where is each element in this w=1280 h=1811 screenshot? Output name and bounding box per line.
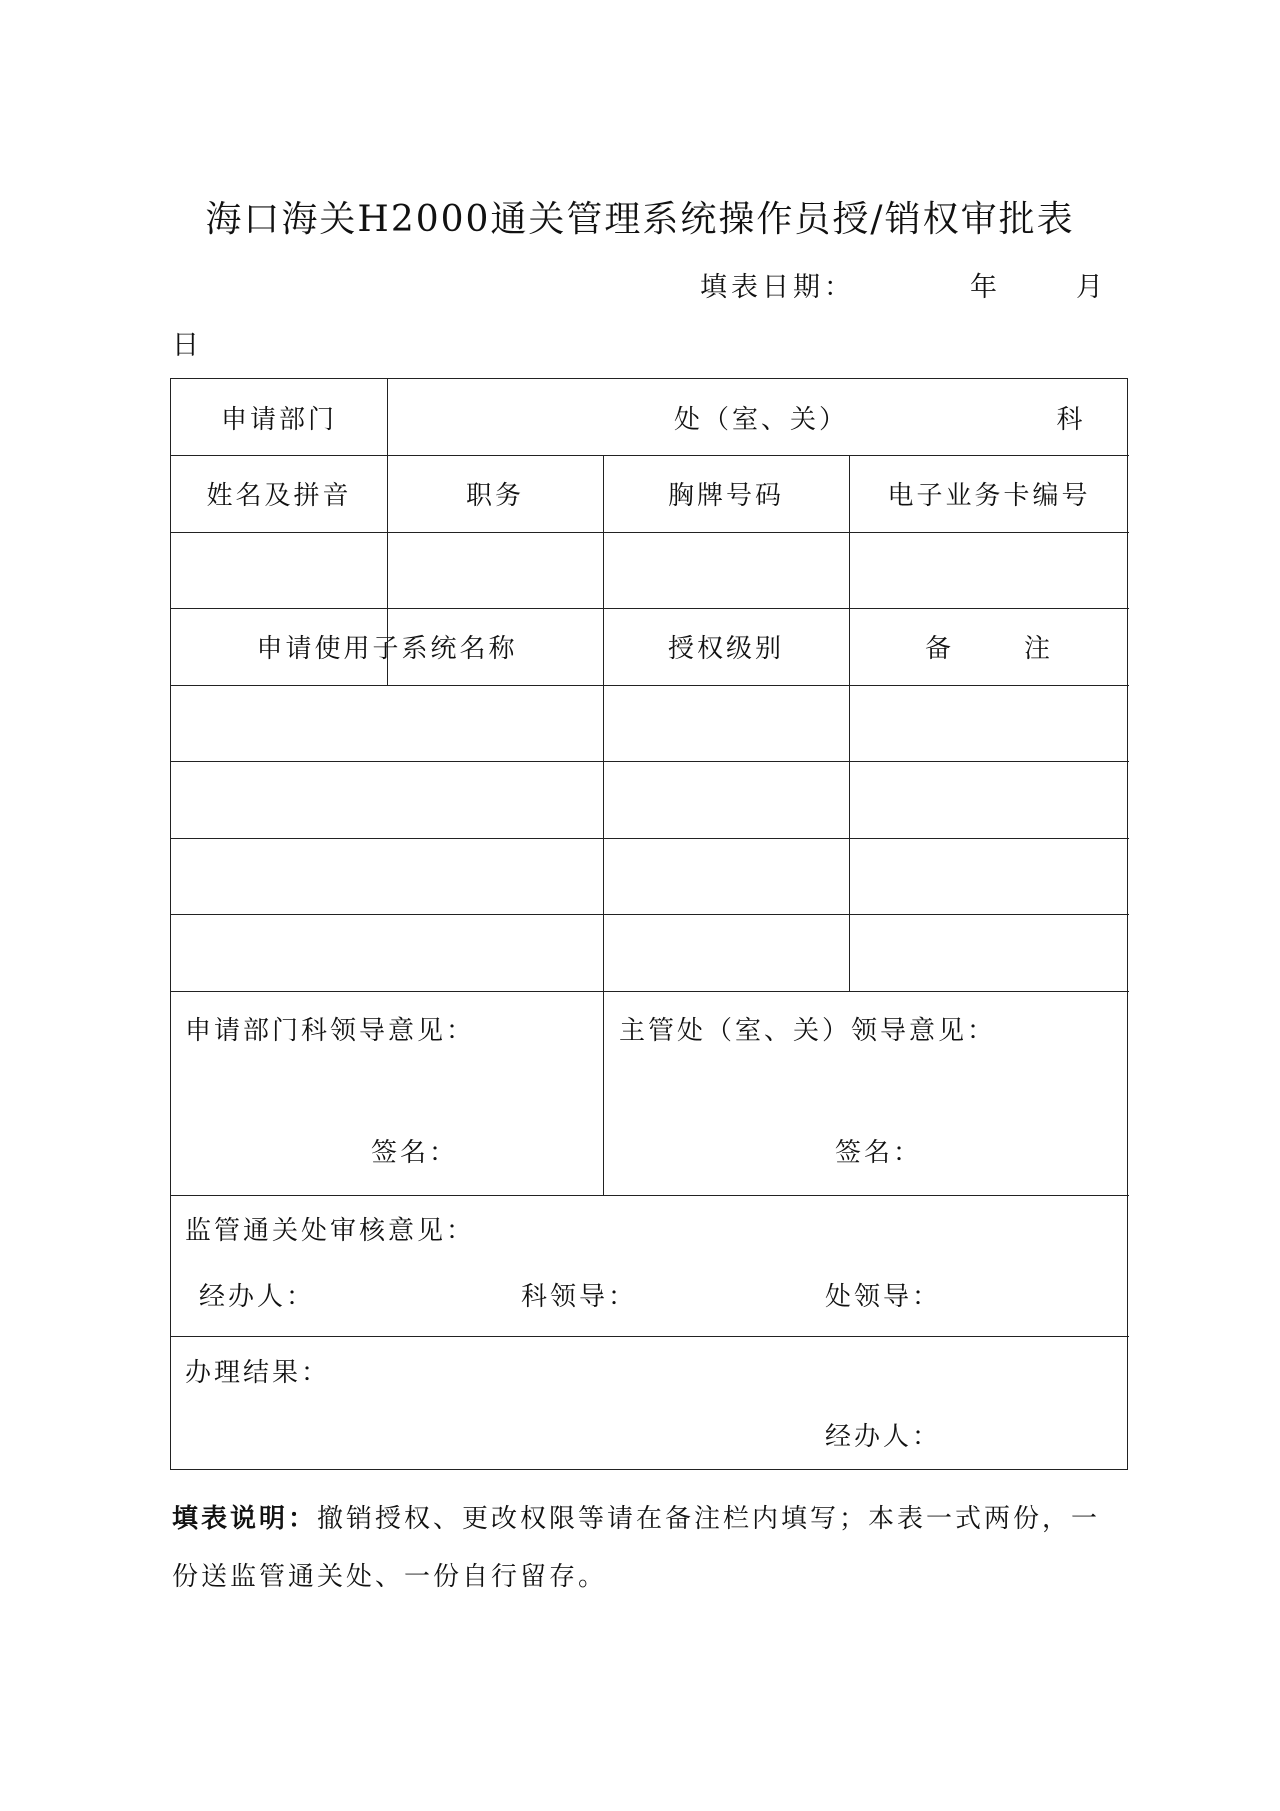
header-remarks-char-2: 注 xyxy=(1024,634,1054,664)
result-label: 办理结果： xyxy=(185,1358,331,1388)
fill-date-line xyxy=(700,268,1106,308)
review-opinion-label: 监管通关处审核意见： xyxy=(185,1216,476,1246)
office-leader-sign-label: 签名： xyxy=(835,1138,923,1168)
fill-instructions-label: 填表说明： xyxy=(172,1504,318,1534)
header-subsystem-name: 申请使用子系统名称 xyxy=(256,634,518,664)
review-section-leader-label: 科领导： xyxy=(521,1282,638,1312)
header-card-number: 电子业务卡编号 xyxy=(887,481,1091,511)
fill-date-month: 月 xyxy=(1076,272,1107,303)
job-title-field[interactable] xyxy=(387,532,603,608)
badge-number-field[interactable] xyxy=(603,532,849,608)
review-office-leader-label: 处领导： xyxy=(825,1282,942,1312)
review-handler-label: 经办人： xyxy=(199,1282,316,1312)
dept-office-label: 处（室、关） xyxy=(673,404,848,435)
table-row[interactable] xyxy=(171,914,1129,991)
header-job-title: 职务 xyxy=(465,481,524,511)
result-handler-label: 经办人： xyxy=(825,1422,942,1452)
approval-form-table xyxy=(170,378,1128,1470)
header-remarks-char-1: 备 xyxy=(924,634,954,664)
office-leader-opinion-label: 主管处（室、关）领导意见： xyxy=(619,1016,997,1046)
fill-instructions xyxy=(172,1490,1112,1606)
dept-section-label: 科 xyxy=(1056,404,1086,435)
dept-leader-sign-label: 签名： xyxy=(371,1138,459,1168)
fill-instructions-text: 撤销授权、更改权限等请在备注栏内填写；本表一式两份，一份送监管通关处、一份自行留存。 xyxy=(172,1504,1101,1592)
table-row[interactable] xyxy=(171,761,1129,838)
table-row[interactable] xyxy=(171,838,1129,914)
header-badge-number: 胸牌号码 xyxy=(667,481,784,511)
dept-leader-opinion-label: 申请部门科领导意见： xyxy=(185,1016,476,1046)
table-row[interactable] xyxy=(171,685,1129,761)
card-number-field[interactable] xyxy=(849,532,1129,608)
header-name-pinyin: 姓名及拼音 xyxy=(206,481,352,511)
header-auth-level: 授权级别 xyxy=(667,634,784,664)
fill-date-label: 填表日期： xyxy=(700,272,855,303)
fill-date-year: 年 xyxy=(970,272,1001,303)
dept-label: 申请部门 xyxy=(220,404,337,435)
name-pinyin-field[interactable] xyxy=(171,532,387,608)
form-title: 海口海关H2000通关管理系统操作员授/销权审批表 xyxy=(205,199,1075,240)
fill-date-day: 日 xyxy=(172,330,199,361)
header-remarks xyxy=(849,608,1129,685)
